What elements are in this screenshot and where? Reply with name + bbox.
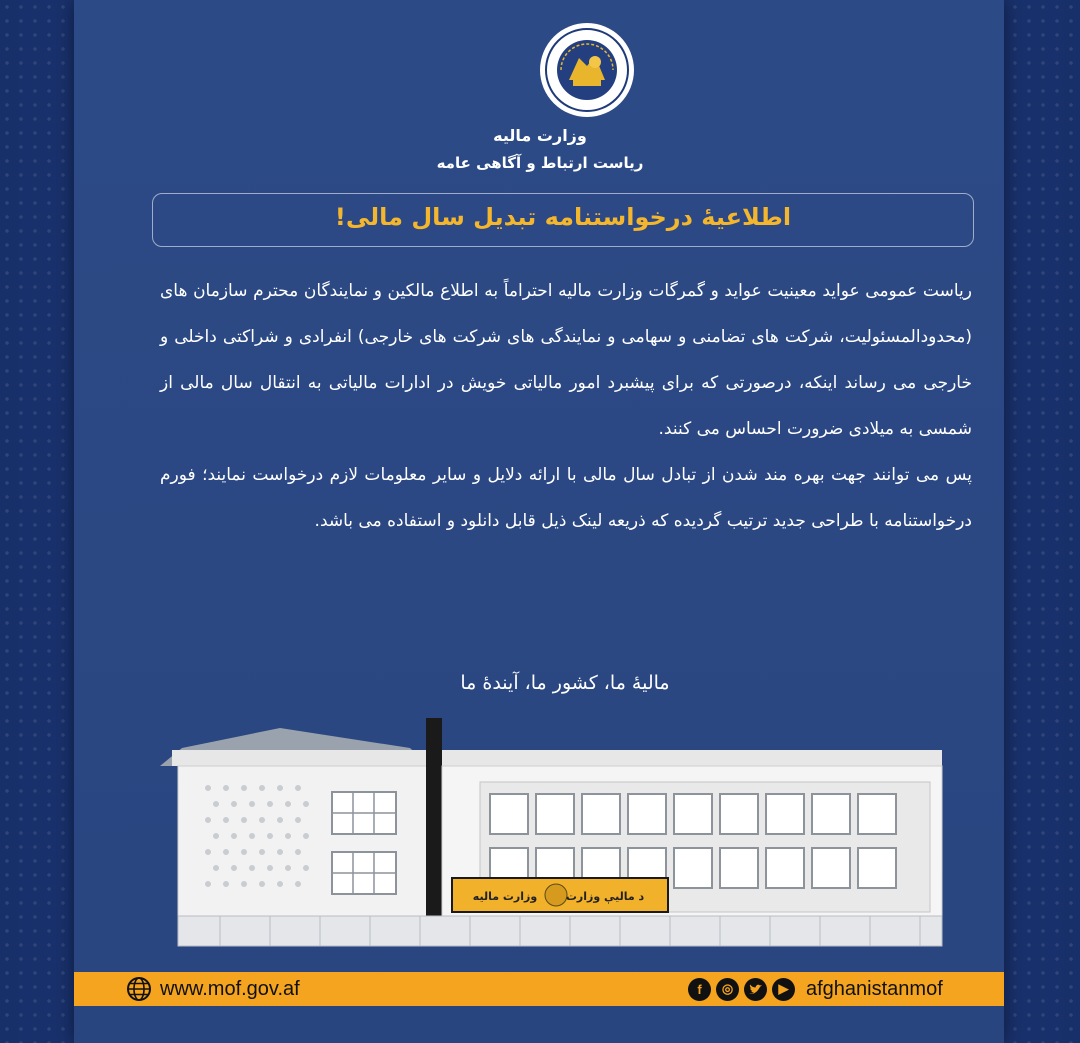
ministry-name: وزارت مالیه	[493, 126, 587, 145]
slogan: مالیهٔ ما، کشور ما، آیندهٔ ما	[460, 672, 670, 694]
notice-title: اطلاعیهٔ درخواستنامه تبدیل سال مالی!	[334, 203, 792, 231]
ministry-logo	[539, 22, 635, 118]
building-sign-left-text: د مالیې وزارت	[565, 890, 645, 903]
notice-paragraph-1: ریاست عمومی عواید معینیت عواید و گمرگات وزارت مالیه احتراماً به اطلاع مالکین و نمایندگان محترم سازمان های (محدودالمسئولیت، شرکت های تضامنی و سهامی و نمایندگی های شرکت های خارجی) انفرادی و شراکتی داخلی و خارجی می رساند اینکه، درصورتی که برای پیشبرد امور مالیاتی خویش در ادارات مالیاتی به انتقال سال مالی از شمسی به میلادی ضرورت احساس می کنند.	[160, 281, 972, 439]
ministry-building-illustration	[160, 718, 950, 950]
notice-title-frame	[152, 193, 974, 247]
building-sign-right-text: وزارت مالیه	[472, 890, 538, 903]
twitter-icon[interactable]	[744, 978, 767, 1001]
website-link[interactable]	[126, 975, 300, 1003]
notice-paragraph-2: پس می توانند جهت بهره مند شدن از تبادل سال مالی با ارائه دلایل و سایر معلومات لازم درخواست نمایند؛ فورم درخواستنامه با طراحی جدید ترتیب گردیده که ذریعه لینک ذیل قابل دانلود و استفاده می باشد.	[160, 465, 972, 531]
department-name: ریاست ارتباط و آگاهی عامه	[436, 154, 644, 172]
instagram-icon[interactable]: ◎	[716, 978, 739, 1001]
youtube-icon[interactable]: ▶	[772, 978, 795, 1001]
globe-icon	[126, 976, 152, 1002]
website-url: www.mof.gov.af	[160, 977, 300, 1000]
notice-body	[160, 268, 972, 544]
social-links	[688, 975, 943, 1003]
facebook-icon[interactable]: f	[688, 978, 711, 1001]
social-handle: afghanistanmof	[806, 977, 943, 1000]
